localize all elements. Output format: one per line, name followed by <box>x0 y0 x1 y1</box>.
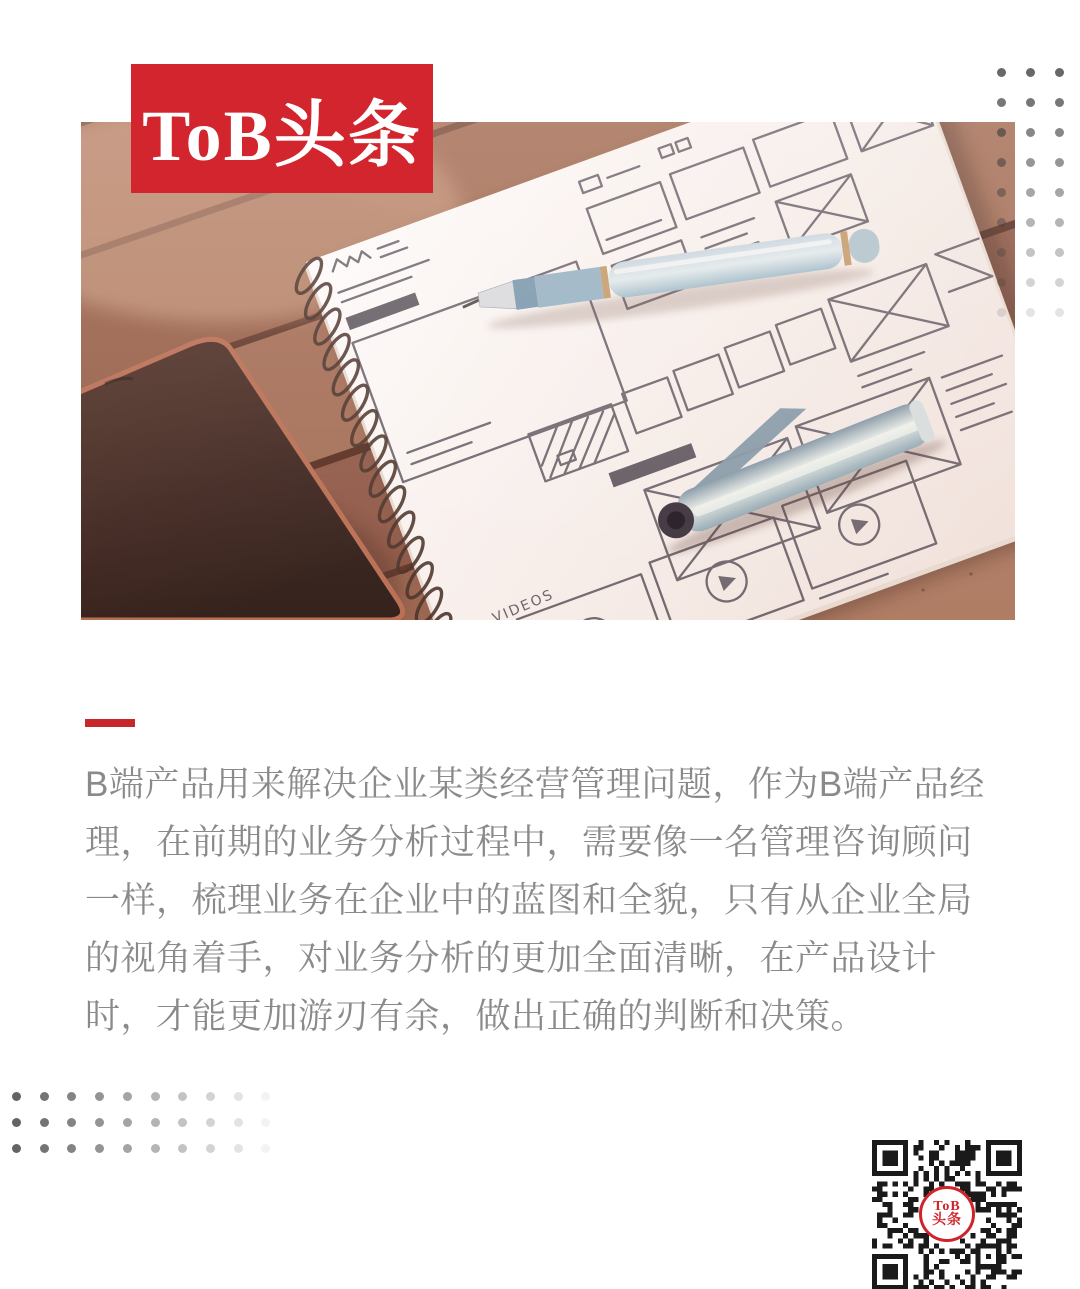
dot <box>67 1144 76 1153</box>
dot <box>1055 218 1064 227</box>
dot <box>178 1092 187 1101</box>
dot <box>1055 278 1064 287</box>
dot-grid-top-right <box>997 68 1069 328</box>
dot <box>1055 248 1064 257</box>
dot <box>1055 98 1064 107</box>
dot <box>997 278 1006 287</box>
dot <box>1026 128 1035 137</box>
dot <box>1055 188 1064 197</box>
dot <box>997 98 1006 107</box>
dot <box>206 1118 215 1127</box>
brand-logo <box>131 64 433 193</box>
qr-logo-line2: 头条 <box>932 1213 962 1228</box>
dot <box>997 308 1006 317</box>
dot <box>123 1092 132 1101</box>
dot <box>997 68 1006 77</box>
dot <box>206 1144 215 1153</box>
dot <box>123 1118 132 1127</box>
dot <box>1055 308 1064 317</box>
dot-grid-bottom-left <box>12 1092 282 1162</box>
dot <box>12 1118 21 1127</box>
dot <box>67 1092 76 1101</box>
dot <box>1026 98 1035 107</box>
dot <box>95 1118 104 1127</box>
dot <box>1026 248 1035 257</box>
dot <box>1026 218 1035 227</box>
dot <box>1055 158 1064 167</box>
dot <box>12 1144 21 1153</box>
brand-logo-text: ToB头条 <box>142 95 422 176</box>
hero-photo <box>81 122 1015 620</box>
dot <box>40 1144 49 1153</box>
dot <box>178 1144 187 1153</box>
dot <box>1026 278 1035 287</box>
qr-center-logo <box>919 1186 975 1242</box>
dot <box>1055 68 1064 77</box>
dot <box>1026 68 1035 77</box>
dot <box>12 1092 21 1101</box>
dot <box>178 1118 187 1127</box>
dot <box>234 1092 243 1101</box>
dot <box>95 1092 104 1101</box>
dot <box>997 188 1006 197</box>
article-paragraph: B端产品用来解决企业某类经营管理问题，作为B端产品经理，在前期的业务分析过程中，需要像一名管理咨询顾问一样，梳理业务在企业中的蓝图和全貌，只有从企业全局的视角着手，对业务分析的更加全面清晰，在产品设计时，才能更加游刃有余，做出正确的判断和决策。 <box>85 765 985 1036</box>
dot <box>261 1092 270 1101</box>
dot <box>234 1118 243 1127</box>
dot <box>151 1144 160 1153</box>
dot <box>997 218 1006 227</box>
dot <box>997 248 1006 257</box>
qr-code <box>872 1140 1022 1289</box>
dot <box>151 1092 160 1101</box>
dot <box>151 1118 160 1127</box>
qr-logo-line1: ToB <box>933 1198 961 1214</box>
dot <box>1026 308 1035 317</box>
dot <box>40 1092 49 1101</box>
dot <box>997 128 1006 137</box>
dot <box>206 1092 215 1101</box>
dot <box>234 1144 243 1153</box>
dot <box>123 1144 132 1153</box>
dot <box>261 1118 270 1127</box>
dot <box>67 1118 76 1127</box>
red-dash-divider <box>85 719 135 727</box>
dot <box>1026 158 1035 167</box>
dot <box>40 1118 49 1127</box>
dot <box>95 1144 104 1153</box>
dot <box>261 1144 270 1153</box>
dot <box>1026 188 1035 197</box>
dot <box>997 158 1006 167</box>
dot <box>1055 128 1064 137</box>
